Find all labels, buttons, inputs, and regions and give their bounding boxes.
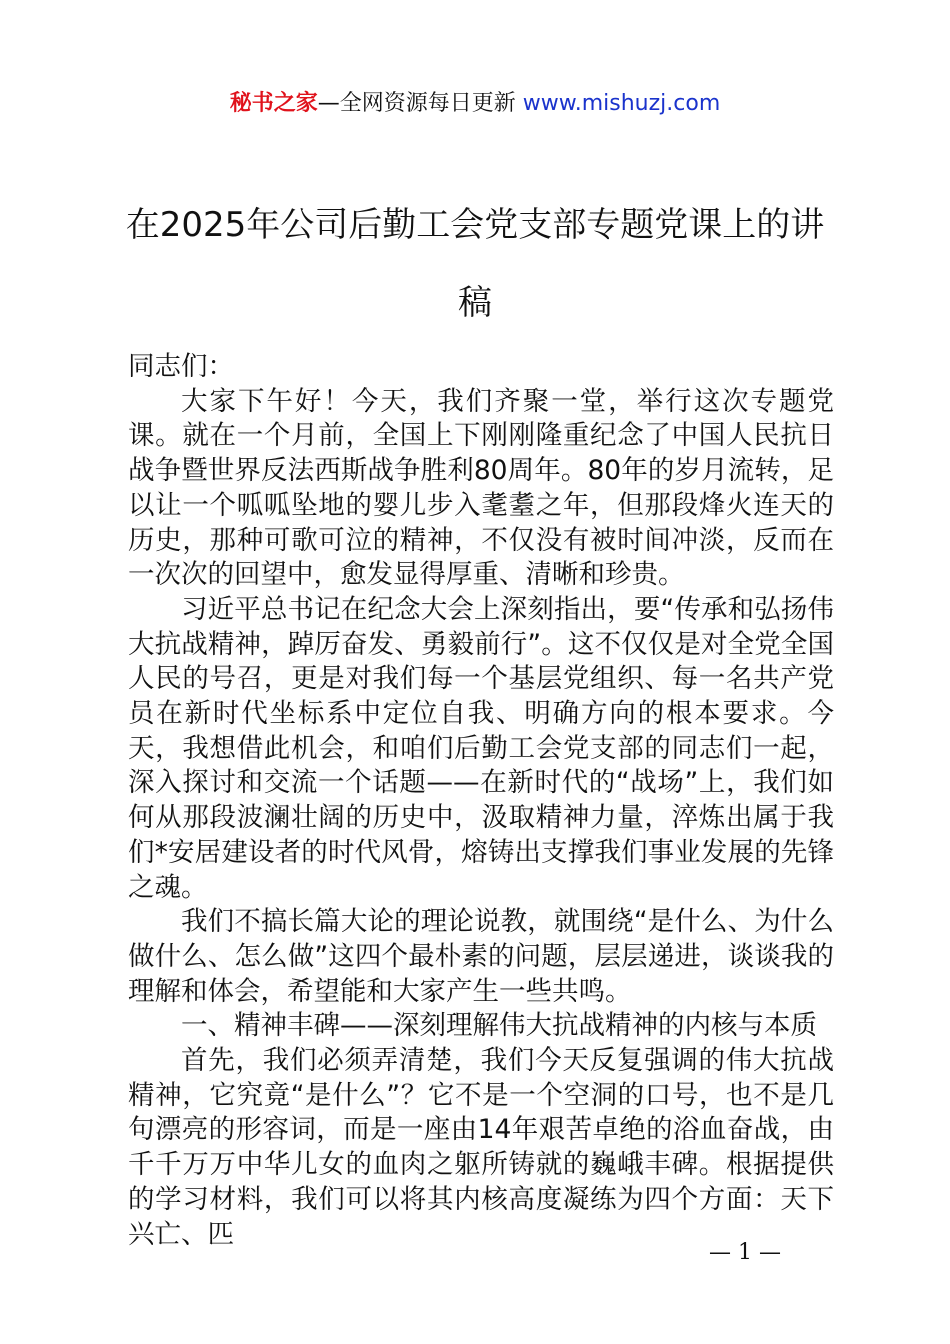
- body-paragraph: 首先，我们必须弄清楚，我们今天反复强调的伟大抗战精神，它究竟“是什么”？它不是一个空洞的口号，也不是几句漂亮的形容词，而是一座由14年艰苦卓绝的浴血奋战，由千千万万中华儿女的血肉之躯所铸就的巍峨丰碑。根据提供的学习材料，我们可以将其内核高度凝练为四个方面：天下兴亡、匹: [128, 1045, 834, 1250]
- site-name: 秘书之家: [229, 91, 318, 116]
- site-header: [0, 88, 950, 120]
- salutation: 同志们：: [128, 351, 234, 382]
- body-paragraph: 我们不搞长篇大论的理论说教，就围绕“是什么、为什么做什么、怎么做”这四个最朴素的问题，层层递进，谈谈我的理解和体会，希望能和大家产生一些共鸣。: [128, 906, 834, 1007]
- document-title: 在2025年公司后勤工会党支部专题党课上的讲稿: [125, 205, 825, 323]
- body-paragraph: 大家下午好！今天，我们齐聚一堂，举行这次专题党课。就在一个月前，全国上下刚刚隆重纪念了中国人民抗日战争暨世界反法西斯战争胜利80周年。80年的岁月流转，足以让一个呱呱坠地的婴儿步入耄耋之年，但那段烽火连天的历史，那种可歌可泣的精神，不仅没有被时间冲淡，反而在一次次的回望中，愈发显得厚重、清晰和珍贵。: [128, 385, 834, 591]
- page-number: — 1 —: [709, 1240, 781, 1265]
- site-url-link[interactable]: www.mishuzj.com: [522, 91, 721, 116]
- body-paragraph: 习近平总书记在纪念大会上深刻指出，要“传承和弘扬伟大抗战精神，踔厉奋发、勇毅前行”。这不仅仅是对全党全国人民的号召，更是对我们每一个基层党组织、每一名共产党员在新时代坐标系中定位自我、明确方向的根本要求。今天，我想借此机会，和咱们后勤工会党支部的同志们一起，深入探讨和交流一个话题——在新时代的“战场”上，我们如何从那段波澜壮阔的历史中，汲取精神力量，淬炼出属于我们*安居建设者的时代风骨，熔铸出支撑我们事业发展的先锋之魂。: [128, 593, 834, 903]
- site-tagline: —全网资源每日更新: [317, 91, 516, 116]
- section-heading: 一、精神丰碑——深刻理解伟大抗战精神的内核与本质: [181, 1010, 817, 1042]
- document-body: [128, 350, 834, 1252]
